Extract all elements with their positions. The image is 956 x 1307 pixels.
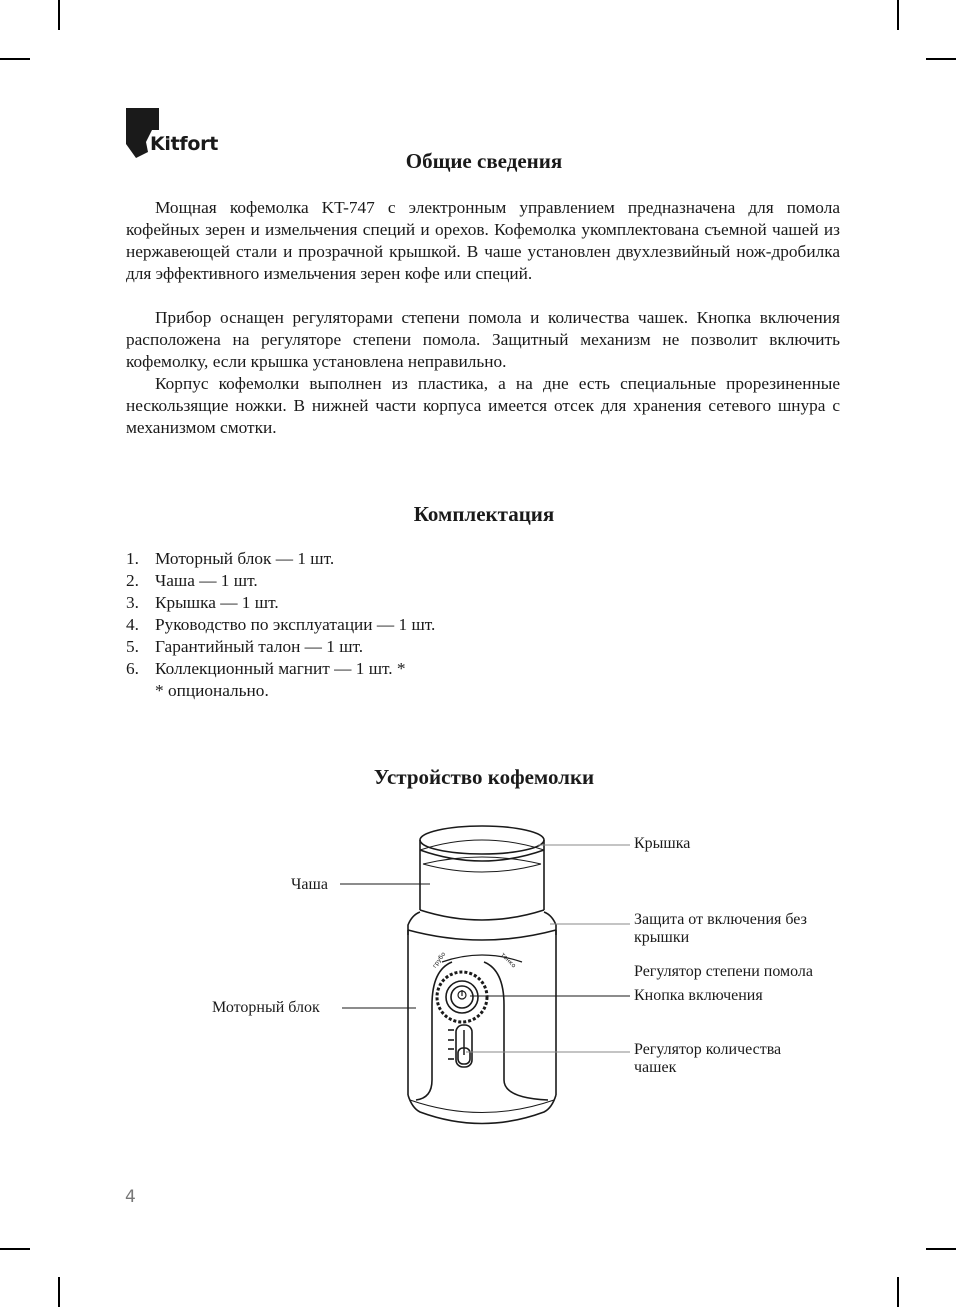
- page-number: 4: [125, 1187, 136, 1207]
- item-number: 3.: [126, 593, 139, 612]
- dial-label-coarse: грубо: [431, 950, 448, 970]
- label-bowl: Чаша: [291, 876, 328, 893]
- item-text: Крышка — 1 шт.: [155, 593, 279, 612]
- item-text: Чаша — 1 шт.: [155, 571, 258, 590]
- item-text: Коллекционный магнит — 1 шт. *: [155, 659, 406, 678]
- item-number: 2.: [126, 571, 139, 590]
- item-text: Руководство по эксплуатации — 1 шт.: [155, 615, 436, 634]
- label-power-button: Кнопка включения: [634, 987, 763, 1004]
- label-grind-regulator: Регулятор степени помола: [634, 963, 814, 980]
- label-safety-lock: Защита от включения без крышки: [634, 911, 807, 946]
- section-title-package: Комплектация: [413, 502, 555, 526]
- dial-label-fine: тонко: [499, 951, 518, 970]
- item-number: 4.: [126, 615, 139, 634]
- label-cups-regulator: Регулятор количества чашек: [634, 1041, 782, 1076]
- item-text: Гарантийный талон — 1 шт.: [155, 637, 364, 656]
- item-number: 5.: [126, 637, 139, 656]
- label-motor-block: Моторный блок: [212, 999, 320, 1016]
- paragraph: Прибор оснащен регуляторами степени помола и количества чашек. Кнопка включения расположена на регуляторе степени помола. Защитный механизм не позволит включить кофемолку, если крышка установлена неправильно.: [126, 308, 840, 371]
- grind-dial: [437, 972, 487, 1022]
- label-lid: Крышка: [634, 835, 691, 852]
- paragraph: Мощная кофемолка KT-747 с электронным управлением предназначена для помола кофейных зерен и измельчения специй и орехов. Кофемолка укомплектована съемной чашей из нержавеющей стали и прозрачной крышкой. В чаше установлен двухлезвийный нож-дробилка для эффективного измельчения зерен кофе или специй.: [126, 198, 840, 283]
- section-title-device: Устройство кофемолки: [373, 765, 595, 789]
- brand-name: Kitfort: [150, 133, 218, 155]
- item-number: 6.: [126, 659, 139, 678]
- footnote: * опционально.: [155, 681, 269, 700]
- item-text: Моторный блок — 1 шт.: [155, 549, 335, 568]
- section-title-general: Общие сведения: [405, 149, 563, 173]
- paragraph: Корпус кофемолки выполнен из пластика, а на дне есть специальные прорезиненные нескользящие ножки. В нижней части корпуса имеется отсек для хранения сетевого шнура с механизмом смотки.: [126, 374, 840, 437]
- item-number: 1.: [126, 549, 139, 568]
